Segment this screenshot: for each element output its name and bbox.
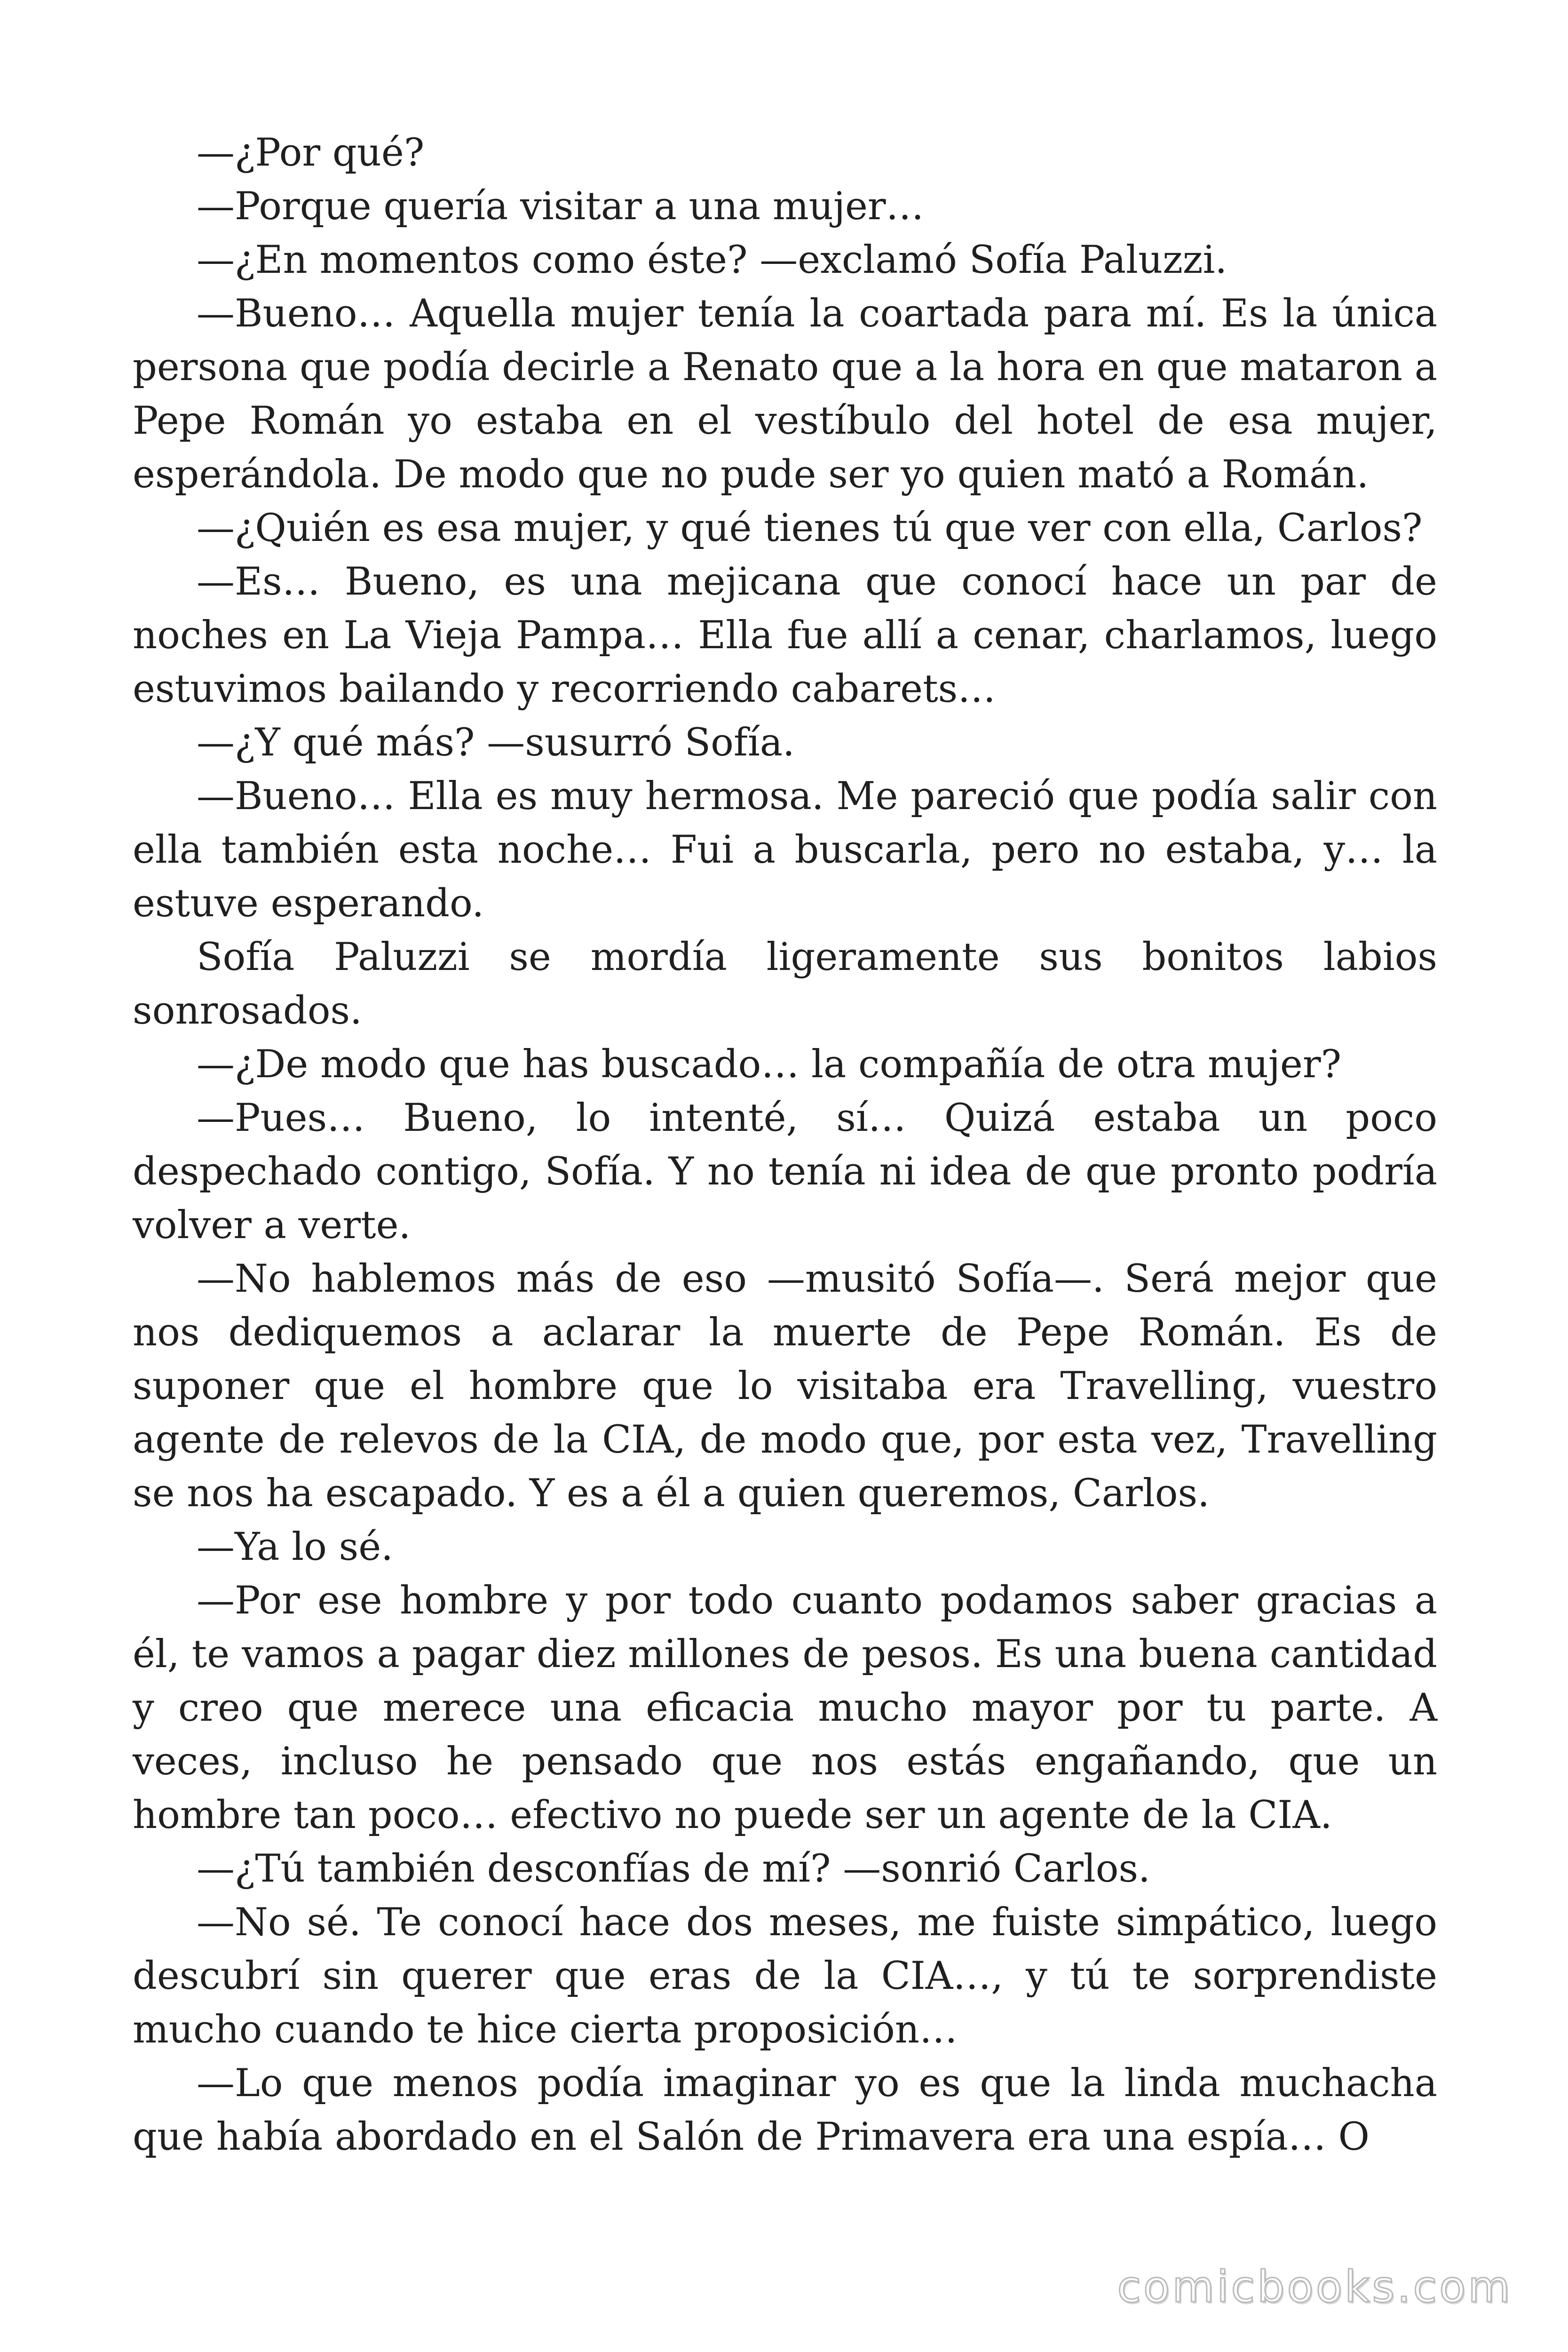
paragraph: —Bueno… Aquella mujer tenía la coartada para mí. Es la única persona que podía decirle a Renato que a la hora en que mataron a Pepe Román yo estaba en el vestíbulo del hotel de esa mujer, esperándola. De modo que no pude ser yo quien mató a Román. [133, 292, 1437, 497]
paragraph: —Bueno… Ella es muy hermosa. Me pareció que podía salir con ella también esta noche… Fui a buscarla, pero no estaba, y… la estuve esperando. [133, 774, 1437, 926]
paragraph: —¿Y qué más? —susurró Sofía. [197, 721, 795, 765]
paragraph: —Es… Bueno, es una mejicana que conocí hace un par de noches en La Vieja Pampa… Ella fue allí a cenar, charlamos, luego estuvimos bailando y recorriendo cabarets… [133, 560, 1437, 711]
paragraph: —¿Por qué? [197, 131, 425, 175]
paragraph: —¿De modo que has buscado… la compañía de otra mujer? [197, 1042, 1341, 1087]
paragraph: —¿En momentos como éste? —exclamó Sofía Paluzzi. [197, 238, 1227, 282]
paragraph: —No hablemos más de eso —musitó Sofía—. Será mejor que nos dediquemos a aclarar la muerte de Pepe Román. Es de suponer que el hombre que lo visitaba era Travelling, vuestro agente de relevos de la CIA, de modo que, por esta vez, Travelling se nos ha escapado. Y es a él a quien queremos, Carlos. [133, 1257, 1437, 1516]
paragraph: —No sé. Te conocí hace dos meses, me fuiste simpático, luego descubrí sin querer que eras de la CIA…, y tú te sorprendiste mucho cuando te hice cierta proposición… [133, 1900, 1437, 2052]
paragraph: —Pues… Bueno, lo intenté, sí… Quizá estaba un poco despechado contigo, Sofía. Y no tenía ni idea de que pronto podría volver a verte. [133, 1096, 1437, 1248]
paragraph: —Porque quería visitar a una mujer… [197, 184, 924, 229]
watermark: comicbooks.com [1117, 2262, 1513, 2312]
paragraph: Sofía Paluzzi se mordía ligeramente sus bonitos labios sonrosados. [133, 935, 1437, 1033]
body-text [133, 126, 1437, 2164]
paragraph: —Por ese hombre y por todo cuanto podamos saber gracias a él, te vamos a pagar diez millones de pesos. Es una buena cantidad y creo que merece una eficacia mucho mayor por tu parte. A veces, incluso he pensado que nos estás engañando, que un hombre tan poco… efectivo no puede ser un agente de la CIA. [133, 1579, 1437, 1837]
paragraph: —Lo que menos podía imaginar yo es que la linda muchacha que había abordado en el Salón de Primavera era una espía… O [133, 2061, 1437, 2159]
paragraph: —Ya lo sé. [197, 1525, 393, 1569]
paragraph: —¿Quién es esa mujer, y qué tienes tú que ver con ella, Carlos? [197, 506, 1423, 550]
paragraph: —¿Tú también desconfías de mí? —sonrió Carlos. [197, 1847, 1150, 1891]
